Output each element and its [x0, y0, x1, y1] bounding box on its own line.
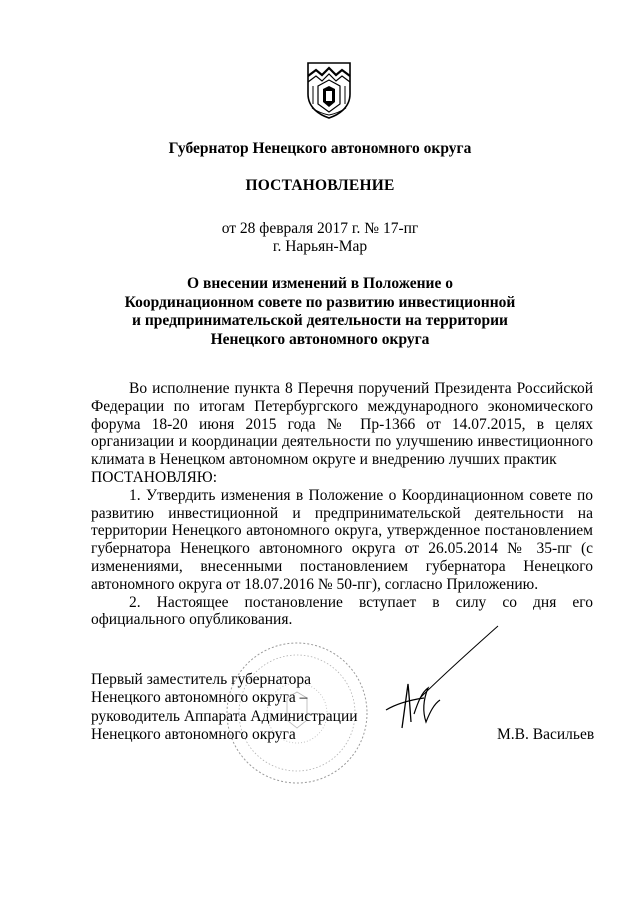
title-line: и предпринимательской деятельности на территории: [132, 312, 508, 329]
date-and-number: от 28 февраля 2017 г. № 17-пг: [221, 220, 419, 237]
issuing-authority: Губернатор Ненецкого автономного округа: [168, 140, 472, 157]
document-title: [0, 275, 640, 349]
position-line: Ненецкого автономного округа: [91, 725, 296, 743]
signatory-position: [91, 671, 358, 744]
nenets-coat-of-arms-icon: [304, 60, 354, 120]
item-2-paragraph: 2. Настоящее постановление вступает в силу со дня его официального опубликования.: [91, 593, 593, 629]
place-of-issue: г. Нарьян-Мар: [272, 238, 368, 255]
handwritten-signature-icon: [370, 618, 510, 748]
title-line: О внесении изменений в Положение о: [187, 275, 453, 292]
document-type: ПОСТАНОВЛЕНИЕ: [245, 177, 395, 194]
position-line: Ненецкого автономного округа –: [91, 689, 308, 707]
title-line: Координационном совете по развитию инвестиционной: [124, 293, 516, 311]
item-1-paragraph: 1. Утвердить изменения в Положение о Координационном совете по развитию инвестиционной и предпринимательской деятельности на территории Ненецкого автономного округа, утвержденное постановлением губернатора Ненецкого автономного округа от 26.05.2014 № 35-пг (с изменениями, внесенными постановлением губернатора Ненецкого автономного округа от 18.07.2016 № 50-пг), согласно Приложению.: [91, 486, 593, 593]
position-line: руководитель Аппарата Администрации: [91, 707, 358, 725]
position-line: Первый заместитель губернатора: [91, 671, 312, 688]
document-body: [91, 380, 593, 629]
title-line: Ненецкого автономного округа: [210, 330, 430, 348]
signatory-name: М.В. Васильев: [497, 726, 595, 743]
decree-word: ПОСТАНОВЛЯЮ:: [91, 468, 218, 486]
preamble-paragraph: Во исполнение пункта 8 Перечня поручений Президента Российской Федерации по итогам Петербургского международного экономического форума 18-20 июня 2015 года № Пр-1366 от 14.07.2015, в целях организации и координации деятельности по улучшению инвестиционного климата в Ненецком автономном округе и внедрению лучших практик: [91, 380, 593, 469]
